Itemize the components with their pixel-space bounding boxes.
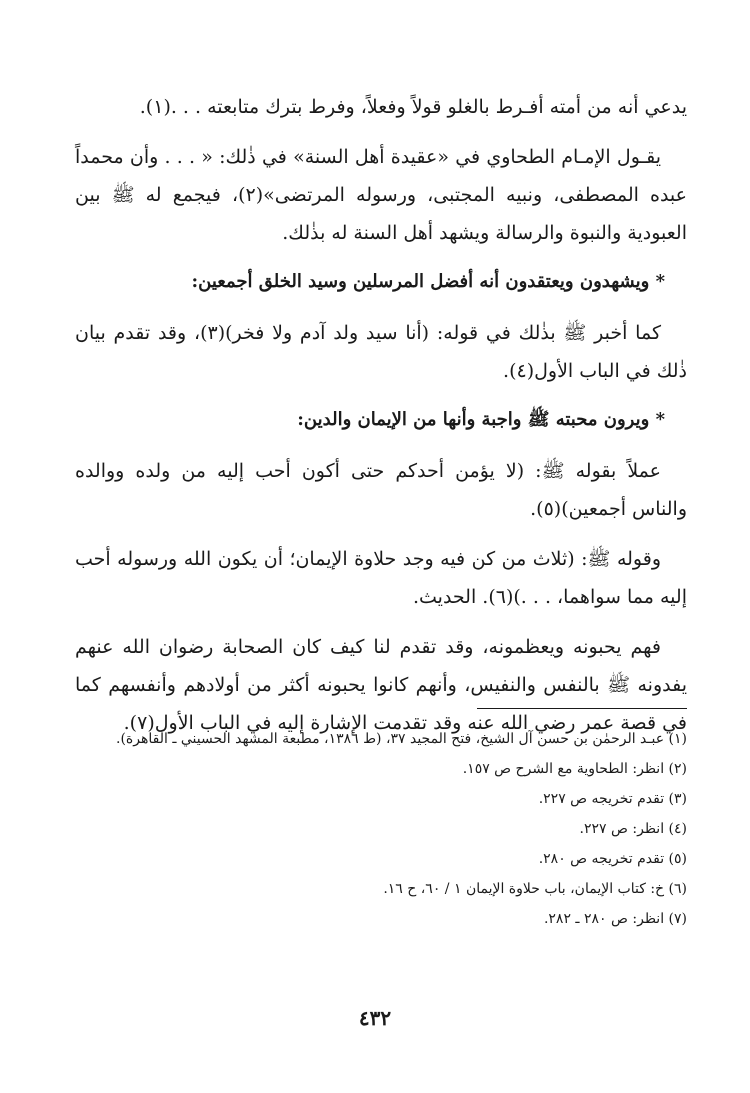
- footnote-1: (١) عبـد الرحمٰن بن حسن آل الشيخ، فتح المجيد ٣٧، (ط ١٣٨٦، مطبعة المشهد الحسيني ـ القاهرة).: [116, 731, 687, 747]
- footnote-rule-line: [477, 708, 687, 709]
- paragraph-6: فهم يحبونه ويعظمونه، وقد تقدم لنا كيف كان الصحابة رضوان الله عنهم يفدونه ﷺ بالنفس والنفيس، وأنهم كانوا يحبونه أكثر من أولادهم وأنفسهم كما في قصة عمر رضي الله عنه وقد تقدمت الإشارة إليه في الباب الأول(٧).: [75, 636, 687, 734]
- paragraph-3: كما أخبر ﷺ بذٰلك في قوله: (أنا سيد ولد آدم ولا فخر)(٣)، وقد تقدم بيان ذٰلك في الباب الأول(٤).: [75, 322, 687, 382]
- section-heading-2: * ويرون محبته ﷺ واجبة وأنها من الإيمان والدين:: [297, 409, 665, 430]
- page-number: ٤٣٢: [358, 1006, 392, 1030]
- paragraph-5: وقوله ﷺ: (ثلاث من كن فيه وجد حلاوة الإيمان؛ أن يكون الله ورسوله أحب إليه مما سواهما، . . .)(٦). الحديث.: [75, 548, 687, 608]
- paragraph-1: يدعي أنه من أمته أفـرط بالغلو قولاً وفعلاً، وفرط بترك متابعته . . .(١).: [139, 96, 687, 118]
- footnote-4: (٤) انظر: ص ٢٢٧.: [579, 821, 687, 837]
- paragraph-4: عملاً بقوله ﷺ: (لا يؤمن أحدكم حتى أكون أحب إليه من ولده ووالده والناس أجمعين)(٥).: [75, 460, 687, 520]
- footnote-7: (٧) انظر: ص ٢٨٠ ـ ٢٨٢.: [543, 911, 687, 927]
- footnotes: [75, 724, 687, 934]
- footnote-6: (٦) خ: كتاب الإيمان، باب حلاوة الإيمان ١ / ٦٠، ح ١٦.: [383, 881, 687, 897]
- footnote-3: (٣) تقدم تخريجه ص ٢٢٧.: [538, 791, 687, 807]
- section-heading-1: * ويشهدون ويعتقدون أنه أفضل المرسلين وسيد الخلق أجمعين:: [191, 271, 665, 292]
- paragraph-2: يقـول الإمـام الطحاوي في «عقيدة أهل السنة» في ذٰلك: « . . . وأن محمداً عبده المصطفى، ونبيه المجتبى، ورسوله المرتضى»(٢)، فيجمع له ﷺ بين العبودية والنبوة والرسالة ويشهد أهل السنة له بذٰلك.: [75, 146, 687, 244]
- footnote-5: (٥) تقدم تخريجه ص ٢٨٠.: [538, 851, 687, 867]
- main-text: [75, 88, 687, 754]
- footnote-2: (٢) انظر: الطحاوية مع الشرح ص ١٥٧.: [462, 761, 687, 777]
